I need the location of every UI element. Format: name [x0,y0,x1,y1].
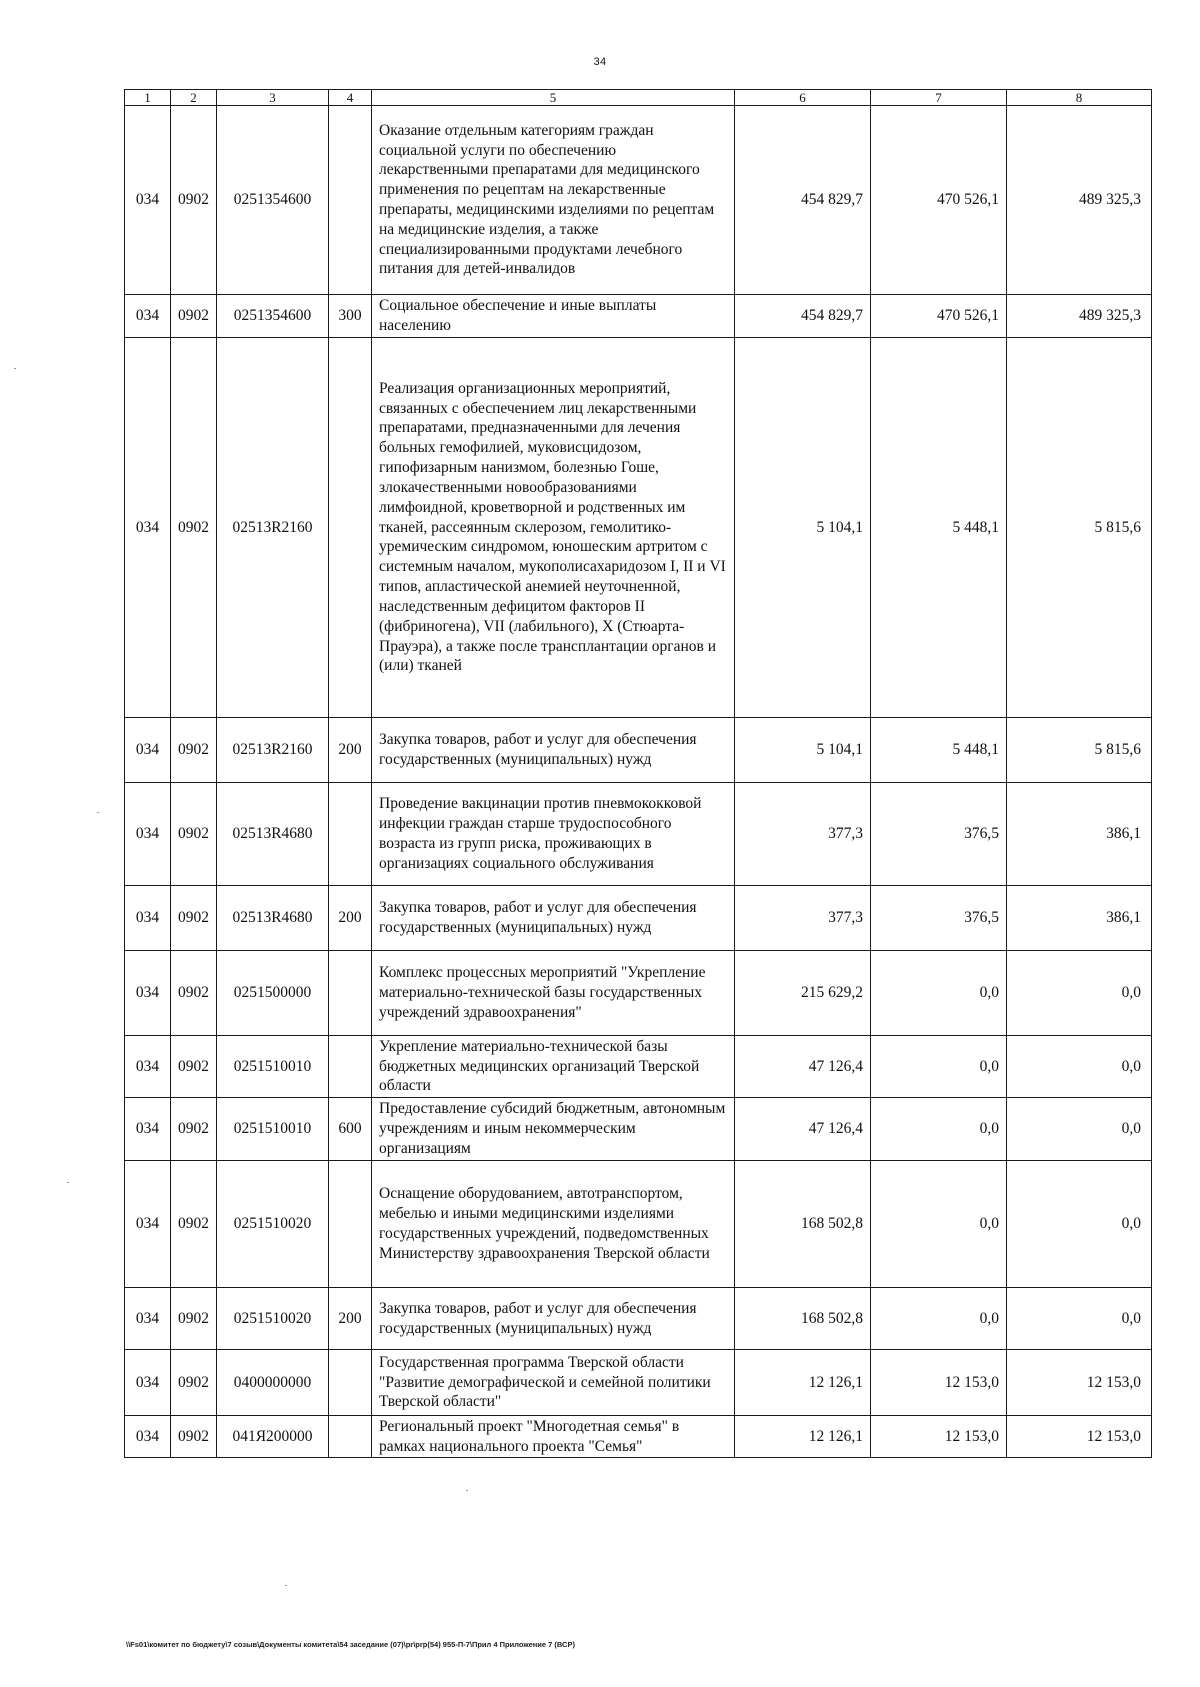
target-article-code: 0251354600 [217,106,329,295]
amount-col-7: 0,0 [871,1288,1007,1350]
section-code: 0902 [171,1036,217,1098]
ministry-code: 034 [125,886,171,951]
amount-col-7: 470 526,1 [871,295,1007,338]
table-row [125,783,1152,886]
ministry-code: 034 [125,951,171,1036]
amount-col-7: 12 153,0 [871,1416,1007,1458]
section-code: 0902 [171,1098,217,1161]
ministry-code: 034 [125,106,171,295]
table-header-row [125,90,1152,106]
amount-col-8: 5 815,6 [1007,338,1152,718]
amount-col-8: 0,0 [1007,951,1152,1036]
section-code: 0902 [171,951,217,1036]
section-code: 0902 [171,886,217,951]
item-description: Реализация организационных мероприятий, связанных с обеспечением лиц лекарственными препаратами, предназначенными для лечения больных гемофилией, муковисцидозом, гипофизарным нанизмом, болезнью Гоше, злокачественными новообразованиями лимфоидной, кроветворной и родственных им тканей, рассеянным склерозом, гемолитико-уремическим синдромом, юношеским артритом с системным началом, мукополисахаридозом I, II и VI типов, апластической анемией неуточненной, наследственным дефицитом факторов II (фибриногена), VII (лабильного), X (Стюарта-Прауэра), а также после трансплантации органов и (или) тканей [372,338,735,718]
amount-col-6: 168 502,8 [735,1288,871,1350]
section-code: 0902 [171,106,217,295]
item-description: Оказание отдельным категориям граждан социальной услуги по обеспечению лекарственными препаратами для медицинского применения по рецептам на лекарственные препараты, медицинскими изделиями по рецептам на медицинские изделия, а также специализированными продуктами лечебного питания для детей-инвалидов [372,106,735,295]
header-col-1: 1 [125,90,171,106]
amount-col-7: 0,0 [871,1036,1007,1098]
amount-col-8: 386,1 [1007,886,1152,951]
ministry-code: 034 [125,1098,171,1161]
amount-col-8: 12 153,0 [1007,1350,1152,1416]
scan-speck [285,1585,287,1586]
amount-col-6: 454 829,7 [735,106,871,295]
table-row [125,338,1152,718]
target-article-code: 02513R2160 [217,718,329,783]
amount-col-7: 0,0 [871,951,1007,1036]
scan-speck [14,368,16,369]
ministry-code: 034 [125,1161,171,1288]
amount-col-7: 0,0 [871,1161,1007,1288]
amount-col-6: 5 104,1 [735,338,871,718]
scan-speck [67,1182,69,1183]
expense-type-code: 200 [329,718,372,783]
budget-table [124,89,1152,1458]
page-number: 34 [593,56,607,68]
ministry-code: 034 [125,1288,171,1350]
amount-col-8: 386,1 [1007,783,1152,886]
target-article-code: 0400000000 [217,1350,329,1416]
table-row [125,886,1152,951]
ministry-code: 034 [125,1416,171,1458]
section-code: 0902 [171,338,217,718]
section-code: 0902 [171,295,217,338]
amount-col-6: 12 126,1 [735,1416,871,1458]
section-code: 0902 [171,1350,217,1416]
target-article-code: 02513R2160 [217,338,329,718]
table-row [125,106,1152,295]
amount-col-7: 0,0 [871,1098,1007,1161]
target-article-code: 02513R4680 [217,886,329,951]
file-path-footer: \\Fs01\комитет по бюджету\7 созыв\Документы комитета\54 заседание (07)\pr\prp(54) 955-П-7\Прил 4 Приложение 7 (ВСР) [126,1640,575,1649]
header-col-6: 6 [735,90,871,106]
expense-type-code [329,106,372,295]
amount-col-7: 5 448,1 [871,338,1007,718]
header-col-7: 7 [871,90,1007,106]
expense-type-code: 600 [329,1098,372,1161]
item-description: Социальное обеспечение и иные выплаты населению [372,295,735,338]
amount-col-8: 489 325,3 [1007,106,1152,295]
item-description: Проведение вакцинации против пневмококковой инфекции граждан старше трудоспособного возраста из групп риска, проживающих в организациях социального обслуживания [372,783,735,886]
amount-col-7: 376,5 [871,886,1007,951]
table-row [125,295,1152,338]
table-row [125,1036,1152,1098]
target-article-code: 0251510020 [217,1161,329,1288]
expense-type-code: 200 [329,886,372,951]
ministry-code: 034 [125,1350,171,1416]
amount-col-6: 47 126,4 [735,1036,871,1098]
item-description: Закупка товаров, работ и услуг для обеспечения государственных (муниципальных) нужд [372,1288,735,1350]
amount-col-6: 47 126,4 [735,1098,871,1161]
item-description: Государственная программа Тверской области "Развитие демографической и семейной политики Тверской области" [372,1350,735,1416]
item-description: Оснащение оборудованием, автотранспортом, мебелью и иными медицинскими изделиями государственных учреждений, подведомственных Министерству здравоохранения Тверской области [372,1161,735,1288]
section-code: 0902 [171,718,217,783]
amount-col-7: 5 448,1 [871,718,1007,783]
target-article-code: 0251510010 [217,1098,329,1161]
ministry-code: 034 [125,718,171,783]
amount-col-8: 0,0 [1007,1288,1152,1350]
table-row [125,1161,1152,1288]
amount-col-6: 377,3 [735,886,871,951]
item-description: Региональный проект "Многодетная семья" в рамках национального проекта "Семья" [372,1416,735,1458]
amount-col-7: 376,5 [871,783,1007,886]
table-row [125,1416,1152,1458]
header-col-2: 2 [171,90,217,106]
expense-type-code [329,1350,372,1416]
target-article-code: 0251500000 [217,951,329,1036]
amount-col-8: 0,0 [1007,1098,1152,1161]
ministry-code: 034 [125,295,171,338]
ministry-code: 034 [125,338,171,718]
expense-type-code [329,1416,372,1458]
item-description: Закупка товаров, работ и услуг для обеспечения государственных (муниципальных) нужд [372,718,735,783]
item-description: Укрепление материально-технической базы бюджетных медицинских организаций Тверской области [372,1036,735,1098]
header-col-8: 8 [1007,90,1152,106]
table-row [125,951,1152,1036]
amount-col-8: 0,0 [1007,1161,1152,1288]
expense-type-code [329,338,372,718]
amount-col-8: 0,0 [1007,1036,1152,1098]
target-article-code: 041Я200000 [217,1416,329,1458]
scan-speck [466,1490,468,1491]
amount-col-8: 12 153,0 [1007,1416,1152,1458]
item-description: Комплекс процессных мероприятий "Укрепление материально-технической базы государственных учреждений здравоохранения" [372,951,735,1036]
amount-col-6: 12 126,1 [735,1350,871,1416]
amount-col-7: 12 153,0 [871,1350,1007,1416]
header-col-4: 4 [329,90,372,106]
amount-col-6: 454 829,7 [735,295,871,338]
header-col-3: 3 [217,90,329,106]
target-article-code: 0251510020 [217,1288,329,1350]
header-col-5: 5 [372,90,735,106]
amount-col-8: 489 325,3 [1007,295,1152,338]
expense-type-code: 200 [329,1288,372,1350]
section-code: 0902 [171,1161,217,1288]
item-description: Закупка товаров, работ и услуг для обеспечения государственных (муниципальных) нужд [372,886,735,951]
target-article-code: 0251354600 [217,295,329,338]
section-code: 0902 [171,1288,217,1350]
amount-col-7: 470 526,1 [871,106,1007,295]
item-description: Предоставление субсидий бюджетным, автономным учреждениям и иным некоммерческим организациям [372,1098,735,1161]
expense-type-code: 300 [329,295,372,338]
expense-type-code [329,783,372,886]
section-code: 0902 [171,783,217,886]
ministry-code: 034 [125,783,171,886]
ministry-code: 034 [125,1036,171,1098]
amount-col-8: 5 815,6 [1007,718,1152,783]
table-row [125,718,1152,783]
amount-col-6: 5 104,1 [735,718,871,783]
table-row [125,1098,1152,1161]
scan-speck [97,812,99,813]
amount-col-6: 377,3 [735,783,871,886]
amount-col-6: 168 502,8 [735,1161,871,1288]
expense-type-code [329,1036,372,1098]
table-row [125,1288,1152,1350]
table-row [125,1350,1152,1416]
expense-type-code [329,1161,372,1288]
section-code: 0902 [171,1416,217,1458]
target-article-code: 0251510010 [217,1036,329,1098]
expense-type-code [329,951,372,1036]
target-article-code: 02513R4680 [217,783,329,886]
amount-col-6: 215 629,2 [735,951,871,1036]
